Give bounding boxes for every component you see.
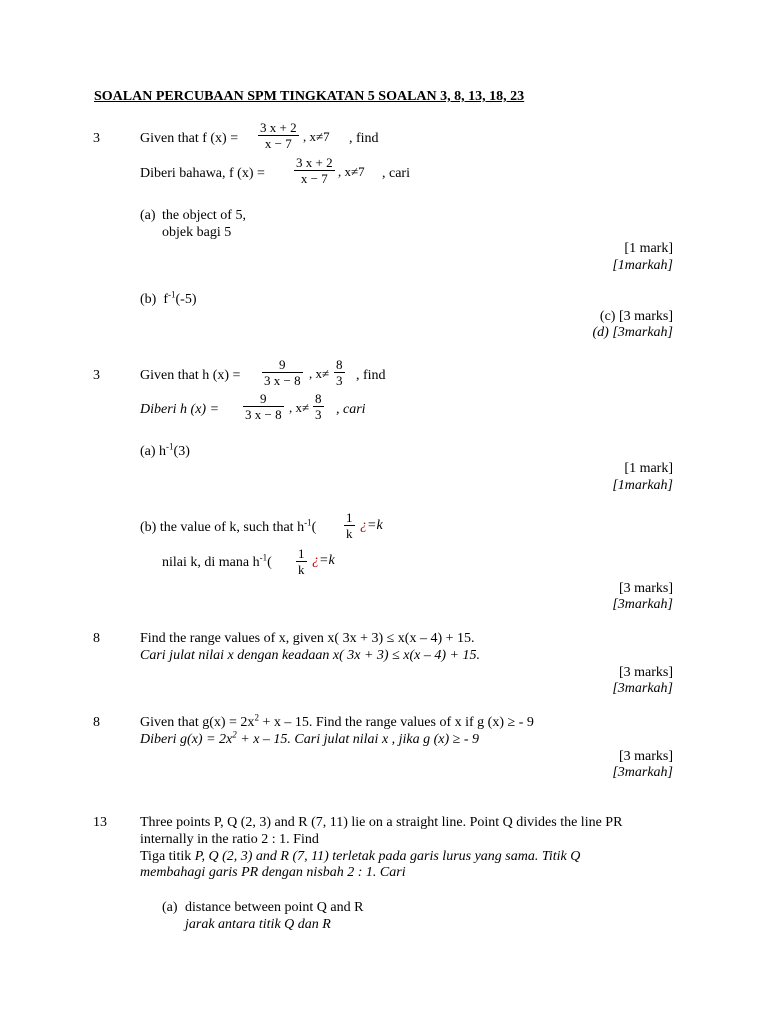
marks-malay: [3markah] xyxy=(612,681,673,696)
part-b-text xyxy=(140,517,317,536)
function-argument: (-5) xyxy=(175,292,197,307)
fraction xyxy=(243,391,284,422)
question-number: 3 xyxy=(93,368,100,383)
fraction xyxy=(334,357,345,388)
superscript: -1 xyxy=(166,441,174,452)
fraction xyxy=(258,120,299,151)
fraction xyxy=(296,546,307,577)
fraction-denominator: 3 x − 8 xyxy=(245,407,282,422)
inverted-question-glyph: ¿ xyxy=(312,553,319,568)
question-text-line: internally in the ratio 2 : 1. Find xyxy=(140,832,319,847)
fraction-denominator: x − 7 xyxy=(300,171,328,186)
part-label: (a) xyxy=(162,900,178,915)
marks-malay: [1markah] xyxy=(612,258,673,273)
equals-k: =k xyxy=(319,553,335,568)
k-equation xyxy=(312,553,335,569)
marks: [3 marks] xyxy=(618,665,673,680)
part-label: (b) xyxy=(140,292,157,307)
fraction-denominator: x − 7 xyxy=(264,136,292,151)
fraction xyxy=(294,155,335,186)
fraction-denominator: 3 x − 8 xyxy=(264,373,301,388)
marks: [3 marks] xyxy=(618,749,673,764)
marks: [1 mark] xyxy=(624,241,673,256)
part-b-text-malay xyxy=(162,552,272,571)
fraction xyxy=(344,510,355,541)
function-argument: (3) xyxy=(173,444,190,459)
fraction-numerator: 1 xyxy=(298,546,305,561)
text-part: Given that g(x) = 2x xyxy=(140,715,255,730)
question-text xyxy=(140,712,534,731)
function-name: f xyxy=(163,292,168,307)
open-paren: ( xyxy=(311,520,317,535)
domain-condition: , x≠7 xyxy=(303,129,330,144)
part-a-text: (a) h xyxy=(140,444,167,459)
question-number: 8 xyxy=(93,631,100,646)
part-label: (a) xyxy=(140,208,156,223)
open-paren: ( xyxy=(267,555,272,570)
domain-condition: , x≠7 xyxy=(338,164,365,179)
superscript: -1 xyxy=(259,552,268,563)
superscript: 2 xyxy=(232,729,237,740)
fraction xyxy=(262,357,303,388)
question-text-malay: Cari julat nilai x dengan keadaan x( 3x + 3) ≤ x(x – 4) + 15. xyxy=(140,648,480,663)
text-part: + x – 15. Cari julat nilai x , jika g (x) ≥ - 9 xyxy=(236,732,480,747)
fraction-numerator: 9 xyxy=(243,391,284,407)
part-b-label: (b) the value of k, such that h xyxy=(140,520,305,535)
question-number: 13 xyxy=(93,815,107,830)
text-part: + x – 15. Find the range values of x if g (x) ≥ - 9 xyxy=(258,715,534,730)
question-text-malay-line: membahagi garis PR dengan nisbah 2 : 1. Cari xyxy=(140,865,406,880)
question-text-line: Three points P, Q (2, 3) and R (7, 11) lie on a straight line. Point Q divides the line PR xyxy=(140,815,623,830)
question-text: Find the range values of x, given x( 3x + 3) ≤ x(x – 4) + 15. xyxy=(140,631,475,646)
fraction xyxy=(313,391,324,422)
text-part: Diberi g(x) = 2x xyxy=(140,732,233,747)
find-text: , find xyxy=(349,131,379,146)
inverted-question-glyph: ¿ xyxy=(360,518,367,533)
find-text-malay: , cari xyxy=(382,166,410,181)
question-text-malay: Diberi bahawa, f (x) = xyxy=(140,166,265,181)
page-title: SOALAN PERCUBAAN SPM TINGKATAN 5 SOALAN 3, 8, 13, 18, 23 xyxy=(94,89,525,104)
text-part: Tiga titik xyxy=(140,849,195,864)
fraction-numerator: 3 x + 2 xyxy=(296,155,333,170)
question-text-malay: Diberi h (x) = xyxy=(140,402,220,417)
marks: (c) [3 marks] xyxy=(599,309,673,324)
find-text-malay: , cari xyxy=(336,402,366,417)
fraction-numerator: 3 x + 2 xyxy=(260,120,297,135)
fraction-denominator: 3 xyxy=(336,373,343,388)
superscript: 2 xyxy=(254,712,259,723)
part-b-malay-label: nilai k, di mana h xyxy=(162,555,260,570)
find-text: , find xyxy=(356,368,386,383)
question-text: Given that h (x) = xyxy=(140,368,241,383)
question-number: 8 xyxy=(93,715,100,730)
fraction-denominator: k xyxy=(346,526,353,541)
marks-malay: [3markah] xyxy=(612,597,673,612)
fraction-numerator: 1 xyxy=(346,510,353,525)
part-a xyxy=(140,441,190,460)
question-number: 3 xyxy=(93,131,100,146)
part-a-text: the object of 5, xyxy=(162,208,246,223)
superscript: -1 xyxy=(168,289,176,300)
part-a-text: distance between point Q and R xyxy=(185,900,364,915)
domain-condition: , x≠ xyxy=(289,400,310,415)
fraction-denominator: 3 xyxy=(315,407,322,422)
superscript: -1 xyxy=(304,517,312,528)
question-text-malay xyxy=(140,729,480,748)
question-text-malay-line xyxy=(140,849,580,865)
marks-malay: [3markah] xyxy=(612,765,673,780)
text-part: P, Q (2, 3) and R (7, 11) terletak pada garis lurus yang sama. Titik Q xyxy=(194,849,581,864)
marks-malay: [1markah] xyxy=(612,478,673,493)
domain-condition: , x≠ xyxy=(309,366,330,381)
marks: [3 marks] xyxy=(618,581,673,596)
question-text: Given that f (x) = xyxy=(140,131,239,146)
marks-malay: (d) [3markah] xyxy=(592,325,673,340)
part-b xyxy=(140,289,197,308)
fraction-denominator: k xyxy=(298,562,305,577)
k-equation xyxy=(360,518,383,534)
fraction-numerator: 8 xyxy=(315,391,322,406)
marks: [1 mark] xyxy=(624,461,673,476)
part-a-text-malay: objek bagi 5 xyxy=(162,225,232,240)
fraction-numerator: 9 xyxy=(262,357,303,373)
part-a-text-malay: jarak antara titik Q dan R xyxy=(185,917,331,932)
fraction-numerator: 8 xyxy=(336,357,343,372)
equals-k: =k xyxy=(367,518,383,533)
